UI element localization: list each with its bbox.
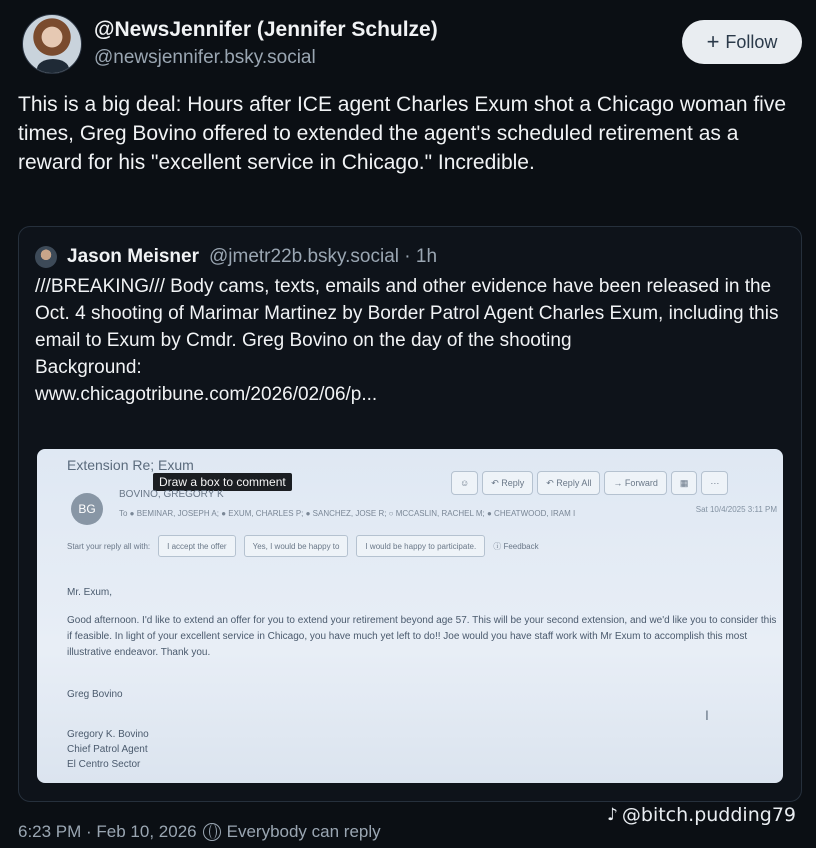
quoted-post-text (35, 273, 795, 408)
email-paragraph: Good afternoon. I'd like to extend an offer for you to extend your retirement beyond age 57. This will be your second extension, and we'd like you to consider this if feasible. In light of your excellent service in Chicago, you have much yet left to do!! Joe would you have staff work with Mr Exum to accomplish this most illustrative endeavor. Thank you. (67, 615, 777, 658)
email-toolbar (451, 471, 728, 495)
email-signature (67, 727, 779, 772)
more-icon: ··· (701, 471, 728, 495)
email-subject: Extension Re; Exum (67, 457, 194, 473)
follow-label: Follow (725, 31, 778, 52)
quick-reply-label: Start your reply all with: (67, 541, 151, 551)
quoted-author-handle: @jmetr22b.bsky.social · 1h (209, 246, 438, 267)
quick-reply-option: Yes, I would be happy to (244, 535, 349, 557)
email-recipients: To ● BEMINAR, JOSEPH A; ● EXUM, CHARLES P; ● SANCHEZ, JOSE R; ○ MCCASLIN, RACHEL M; ● CHEATWOOD, IRAM I (119, 509, 576, 518)
globe-icon (203, 823, 221, 841)
watermark-text: @bitch.pudding79 (621, 804, 796, 826)
reply-setting: Everybody can reply (226, 822, 381, 841)
author-avatar[interactable] (22, 14, 82, 74)
post-timestamp[interactable]: 6:23 PM · Feb 10, 2026 (18, 822, 197, 841)
follow-button[interactable] (682, 20, 802, 64)
author-handle[interactable]: @newsjennifer.bsky.social (94, 47, 316, 68)
signature-line: Gregory K. Bovino (67, 729, 149, 740)
text-cursor-icon: I (705, 707, 709, 723)
quoted-post-header (35, 243, 437, 271)
tiktok-icon: ♪ (607, 805, 618, 825)
quick-replies (67, 535, 539, 557)
quoted-author-avatar[interactable] (35, 246, 57, 268)
reply-button: ↶ Reply (482, 471, 533, 495)
email-signoff: Greg Bovino (67, 689, 123, 700)
sender-avatar: BG (71, 493, 103, 525)
quoted-author-name[interactable]: Jason Meisner (67, 246, 199, 267)
feedback-link: ⓘ Feedback (493, 541, 539, 551)
post-footer (18, 822, 381, 842)
author-display-name[interactable]: @NewsJennifer (Jennifer Schulze) (94, 18, 438, 41)
reply-all-button: ↶ Reply All (537, 471, 600, 495)
emoji-icon: ☺ (451, 471, 478, 495)
email-salutation: Mr. Exum, (67, 587, 113, 598)
plus-icon: + (706, 29, 720, 54)
quoted-text-line: Background: (35, 357, 142, 378)
quoted-post[interactable] (18, 226, 802, 802)
forward-button: → Forward (604, 471, 667, 495)
signature-line: Chief Patrol Agent (67, 744, 148, 755)
email-sender: BOVINO, GREGORY K (119, 489, 224, 500)
quick-reply-option: I accept the offer (158, 535, 235, 557)
comment-tooltip: Draw a box to comment (153, 473, 292, 491)
post-header (18, 14, 802, 74)
quick-reply-option: I would be happy to participate. (356, 535, 485, 557)
apps-icon: ▦ (671, 471, 698, 495)
signature-line: El Centro Sector (67, 759, 141, 770)
tiktok-watermark (607, 804, 796, 826)
email-date: Sat 10/4/2025 3:11 PM (695, 505, 777, 514)
email-screenshot-image[interactable] (37, 449, 783, 783)
quoted-link[interactable]: www.chicagotribune.com/2026/02/06/p... (35, 384, 378, 405)
post-text: This is a big deal: Hours after ICE agent Charles Exum shot a Chicago woman five times, Greg Bovino offered to extended the agent's scheduled retirement as a reward for his "excellent service in Chicago." Incredible. (18, 93, 787, 174)
quoted-text-line: ///BREAKING/// Body cams, texts, emails and other evidence have been released in the Oct. 4 shooting of Marimar Martinez by Border Patrol Agent Charles Exum, including this email to Exum by Cmdr. Greg Bovino on the day of the shooting (35, 276, 779, 351)
